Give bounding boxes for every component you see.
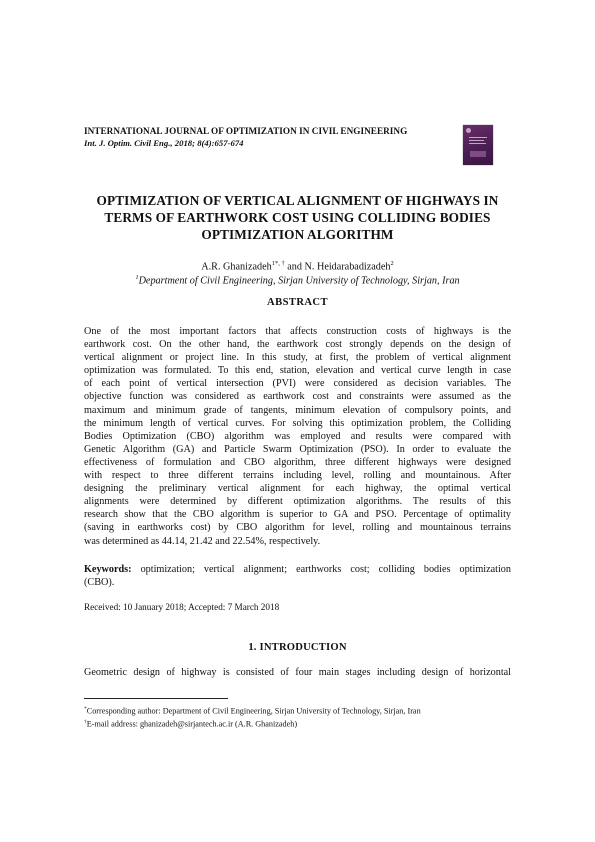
abstract-line: vertical alignment or project line. In this study, at first, the problem of vertical alignment [84, 352, 511, 364]
author-conjunction: and [284, 261, 305, 273]
cover-graphic [470, 151, 486, 157]
journal-logo-icon [466, 128, 471, 133]
abstract-line: objective function was considered as earthwork cost and constraints were assumed as the [84, 391, 511, 403]
author-name: A.R. Ghanizadeh [201, 261, 272, 273]
footnote-email [84, 717, 511, 730]
affiliation-mark: 1 [135, 274, 139, 281]
title-line: OPTIMIZATION ALGORITHM [201, 227, 394, 242]
abstract-line: was determined as 44.14, 21.42 and 22.54%, respectively. [84, 535, 321, 547]
footnote-text: Corresponding author: Department of Civil Engineering, Sirjan University of Technology, Sirjan, Iran [86, 706, 421, 716]
abstract-line: earthwork cost. On the other hand, the earthwork cost strongly depends on the design of [84, 339, 511, 351]
author-marks: 2 [390, 260, 394, 267]
abstract-line: optimization was formulated. To this end, station, elevation and vertical curve length in case [84, 365, 511, 377]
author-name: N. Heidarabadizadeh [304, 261, 391, 273]
abstract-line: maximum and minimum grade of tangents, minimum elevation of compulsory points, and [84, 404, 511, 416]
footnote-text: E-mail address: ghanizadeh@sirjantech.ac.ir (A.R. Ghanizadeh) [86, 719, 298, 729]
journal-citation: Int. J. Optim. Civil Eng., 2018; 8(4):657-674 [84, 138, 244, 148]
abstract-line: Bodies Optimization (CBO) algorithm was employed and results were compared with [84, 430, 511, 442]
journal-name: INTERNATIONAL JOURNAL OF OPTIMIZATION IN CIVIL ENGINEERING [84, 126, 408, 136]
abstract-line: research show that the CBO algorithm is superior to GA and PSO. Percentage of optimality [84, 509, 511, 521]
keywords-text: optimization; vertical alignment; earthworks cost; colliding bodies optimization [131, 564, 511, 575]
abstract-line: with respect to three different terrains including level, rolling and mountainous. After [84, 470, 511, 482]
abstract-line: effectiveness of formulation and CBO algorithm, three different highways were designed [84, 456, 511, 468]
paper-title [70, 192, 525, 243]
keywords-label: Keywords: [84, 564, 132, 575]
footnote-corresponding-author [84, 704, 511, 717]
cover-title-line [469, 137, 487, 138]
journal-header [84, 125, 454, 149]
title-line: TERMS OF EARTHWORK COST USING COLLIDING BODIES [104, 210, 491, 225]
title-line: OPTIMIZATION OF VERTICAL ALIGNMENT OF HIGHWAYS IN [96, 193, 499, 208]
journal-cover-thumbnail [463, 125, 493, 165]
cover-title-line [469, 140, 484, 141]
affiliation [70, 271, 525, 287]
author-marks: 1*, † [271, 260, 285, 267]
abstract-line: designing the preliminary vertical alignment for each highway, the optimal vertical [84, 483, 511, 495]
footnotes [84, 704, 511, 729]
section-heading-introduction: 1. INTRODUCTION [248, 642, 347, 653]
abstract-line: of each point of vertical intersection (PVI) were considered as decision variables. The [84, 378, 511, 390]
footnote-mark: † [84, 718, 87, 725]
abstract-body [84, 325, 511, 548]
cover-title-line [469, 143, 486, 144]
footnote-mark: * [84, 706, 87, 712]
received-dates: Received: 10 January 2018; Accepted: 7 March 2018 [84, 602, 280, 612]
keywords [84, 563, 511, 589]
keywords-line: (CBO). [84, 577, 115, 589]
abstract-heading: ABSTRACT [267, 297, 328, 308]
abstract-line: (saving in earthworks cost) by CBO algorithm for level, rolling and mountainous terrains [84, 522, 511, 534]
abstract-line: the minimum length of vertical curves. For solving this optimization problem, the Colliding [84, 417, 511, 429]
abstract-line: One of the most important factors that affects construction costs of highways is the [84, 326, 511, 337]
abstract-line: Genetic Algorithm (GA) and Particle Swarm Optimization (PSO). In order to evaluate the [84, 443, 511, 455]
introduction-paragraph: Geometric design of highway is consisted of four main stages including design of horizontal [84, 667, 511, 678]
affiliation-text: Department of Civil Engineering, Sirjan University of Technology, Sirjan, Iran [138, 275, 460, 287]
footnote-divider [84, 698, 228, 699]
abstract-line: alignments were determined by different optimization algorithms. The results of this [84, 496, 511, 508]
keywords-line [84, 563, 511, 576]
